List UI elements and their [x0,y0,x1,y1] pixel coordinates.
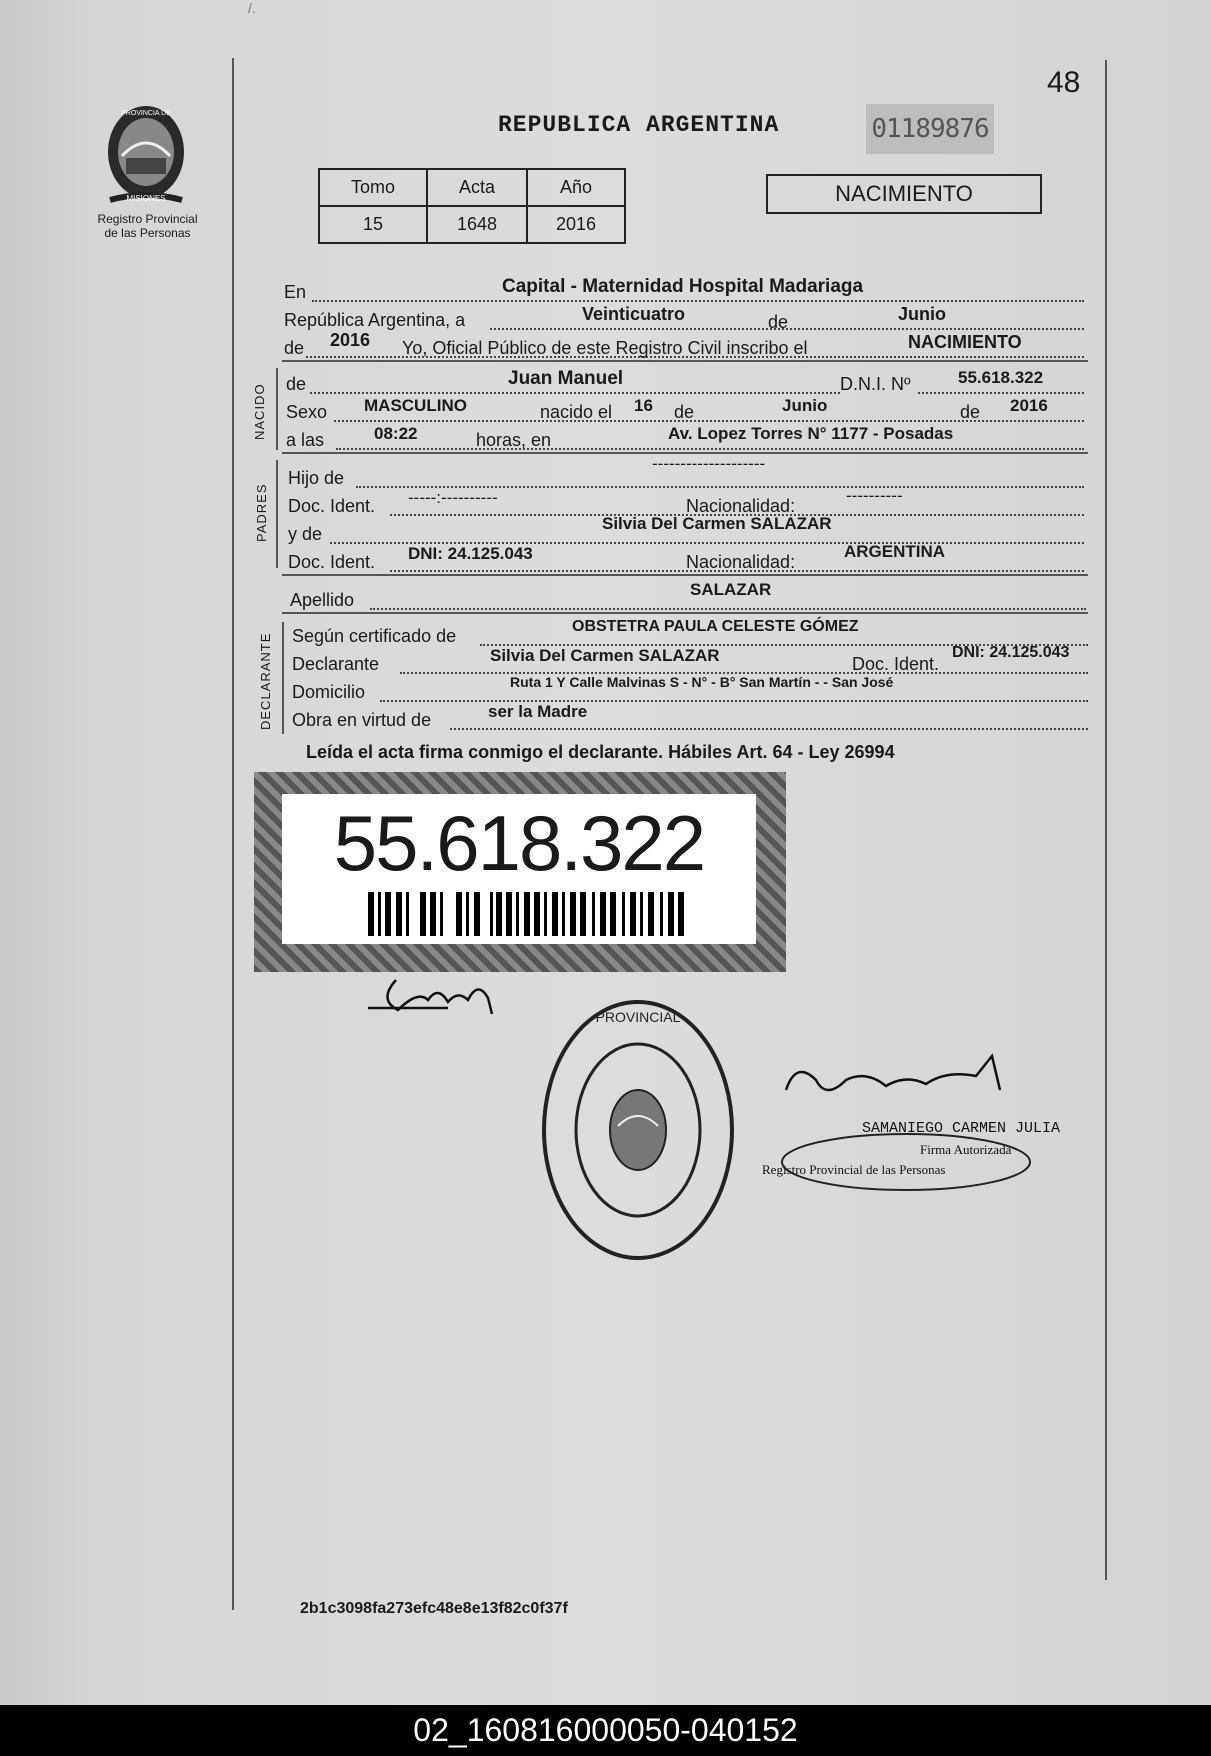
file-id-footer: 02_160816000050-040152 [0,1705,1211,1756]
section-bar [276,368,278,450]
birth-time-value: 08:22 [374,424,418,443]
cert-label: Según certificado de [292,626,457,646]
declarante-doc-value: DNI: 24.125.043 [952,644,1070,661]
event-value: NACIMIENTO [908,332,1022,352]
section-bar [276,460,278,568]
nacido-section-label: NACIDO [252,383,267,440]
right-margin-line [1105,60,1107,1580]
left-margin-line [232,58,234,1610]
official-office: Registro Provincial de las Personas [762,1162,946,1177]
scan-mark: /. [248,0,256,16]
father-doc-label: Doc. Ident. [288,496,376,516]
padres-section-label: PADRES [254,483,269,542]
record-type-box: NACIMIENTO [766,174,1042,214]
value-acta: 1648 [427,206,527,243]
month-value: Junio [898,304,946,324]
misiones-coat-of-arms-logo [100,100,192,210]
place-value: Capital - Maternidad Hospital Madariaga [502,276,864,297]
domicilio-label: Domicilio [292,682,366,702]
logo-lettering: PROVINCIA DE [121,110,171,117]
a-las-label: a las [286,430,325,450]
value-tomo: 15 [319,206,427,243]
de-label: de [768,312,789,332]
registry-name-line2: de las Personas [104,226,191,240]
y-de-label: y de [288,524,323,544]
de2-label: de [284,338,305,358]
declarante-name-value: Silvia Del Carmen SALAZAR [490,646,720,665]
dni-sticker [254,772,786,972]
section-bar [282,622,284,734]
year-value: 2016 [330,330,371,350]
child-dni-value: 55.618.322 [958,368,1044,387]
mother-doc-label: Doc. Ident. [288,552,376,572]
declarante-section-label: DECLARANTE [258,632,273,730]
nacido-el-label: nacido el [540,402,613,422]
page-number: 48 [1047,66,1081,99]
obra-value: ser la Madre [488,702,588,721]
official-role: Firma Autorizada [920,1142,1012,1157]
barcode-icon [368,892,684,936]
divider [282,612,1088,614]
child-name-value: Juan Manuel [508,368,624,389]
birth-year-value: 2016 [1010,396,1048,415]
dni-sticker-number: 55.618.322 [333,799,705,887]
republica-label: República Argentina, a [284,310,466,330]
registry-name-line1: Registro Provincial [97,212,198,226]
dni-label: D.N.I. Nº [840,374,911,394]
header-acta: Acta [427,169,527,206]
father-name-value: -------------------- [652,454,766,473]
nacido-de2-label: de [674,402,695,422]
statement-text: Yo, Oficial Público de este Registro Civil inscribo el [402,338,808,358]
mother-name-value: Silvia Del Carmen SALAZAR [602,514,832,533]
document-hash: 2b1c3098fa273efc48e8e13f82c0f37f [300,1600,568,1617]
divider [282,360,1088,362]
sexo-value: MASCULINO [364,396,467,415]
birth-address-value: Av. Lopez Torres N° 1177 - Posadas [668,424,954,443]
mother-doc-value: DNI: 24.125.043 [408,544,533,563]
birth-day-value: 16 [634,396,653,415]
value-anio: 2016 [527,206,625,243]
apellido-value: SALAZAR [690,580,772,599]
declarante-doc-label: Doc. Ident. [852,654,940,674]
mother-nat-value: ARGENTINA [844,542,946,561]
horas-label: horas, en [476,430,552,450]
hijo-de-label: Hijo de [288,468,345,488]
father-doc-value: -----:---------- [408,488,498,507]
serial-number: 01189876 [866,104,994,154]
nacido-de-label: de [286,374,307,394]
domicilio-value: Ruta 1 Y Calle Malvinas S - N° - B° San Martín - - San José [510,674,894,690]
divider [282,574,1088,576]
document-title: REPUBLICA ARGENTINA [498,112,780,138]
father-nat-value: ---------- [846,486,903,505]
volume-table [318,168,626,244]
official-signature-stamp [756,1050,1061,1200]
apellido-label: Apellido [290,590,355,610]
dni-sticker-label [282,794,756,944]
day-words-value: Veinticuatro [582,304,686,324]
sexo-label: Sexo [286,402,328,422]
obra-label: Obra en virtud de [292,710,432,730]
en-label: En [284,282,307,302]
cert-value: OBSTETRA PAULA CELESTE GÓMEZ [572,618,859,635]
nacido-de3-label: de [960,402,981,422]
official-name: SAMANIEGO CARMEN JULIA [862,1120,1061,1137]
volume-table-header-row [319,169,625,206]
declarant-signature [368,970,508,1020]
closing-text: Leída el acta firma conmigo el declarante. Hábiles Art. 64 - Ley 26994 [306,742,895,762]
official-seal [538,996,738,1264]
declarante-label: Declarante [292,654,380,674]
seal-lettering: PROVINCIAL [595,1009,681,1025]
registry-name [70,212,225,240]
father-nat-label: Nacionalidad: [686,496,796,516]
birth-month-value: Junio [782,396,828,415]
header-tomo: Tomo [319,169,427,206]
header-anio: Año [527,169,625,206]
volume-table-value-row [319,206,625,243]
svg-text:MISIONES: MISIONES [126,194,166,203]
mother-nat-label: Nacionalidad: [686,552,796,572]
